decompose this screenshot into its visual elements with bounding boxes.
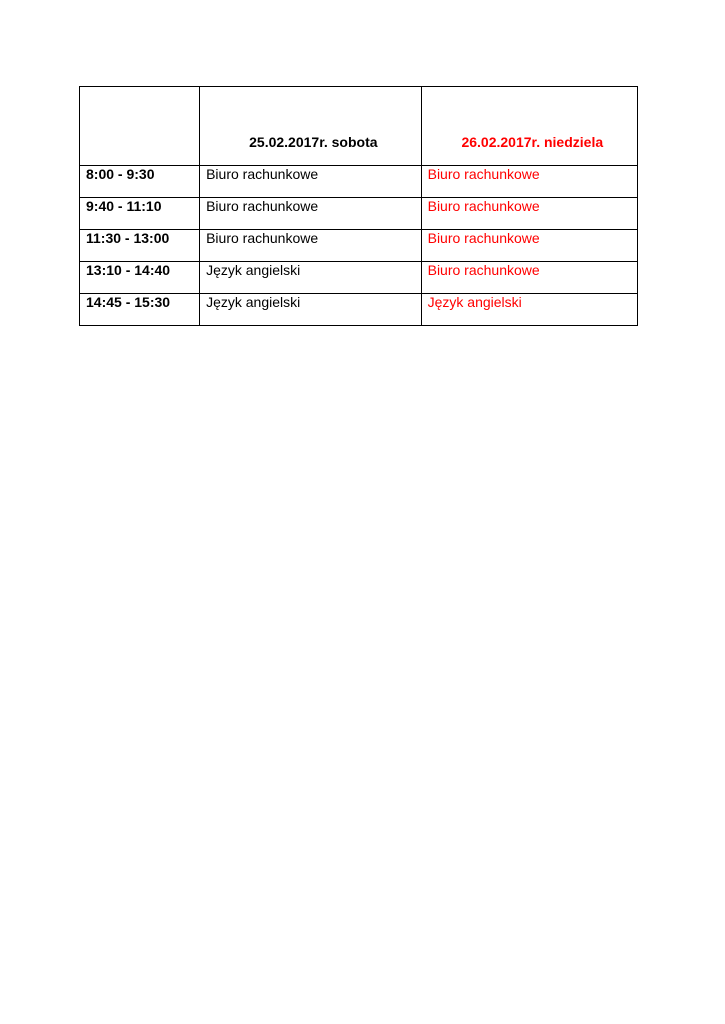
header-sunday: 26.02.2017r. niedziela: [421, 87, 637, 166]
time-slot: 8:00 - 9:30: [80, 166, 200, 198]
sunday-class: Biuro rachunkowe: [421, 230, 637, 262]
table-row: [80, 294, 638, 326]
header-saturday: 25.02.2017r. sobota: [200, 87, 422, 166]
sunday-class: Biuro rachunkowe: [421, 262, 637, 294]
header-row: [80, 87, 638, 166]
schedule-table: [79, 86, 638, 326]
time-slot: 14:45 - 15:30: [80, 294, 200, 326]
table-row: [80, 262, 638, 294]
saturday-class: Biuro rachunkowe: [200, 230, 422, 262]
saturday-class: Język angielski: [200, 262, 422, 294]
saturday-class: Biuro rachunkowe: [200, 198, 422, 230]
table-row: [80, 198, 638, 230]
table-row: [80, 166, 638, 198]
time-slot: 13:10 - 14:40: [80, 262, 200, 294]
sunday-class: Biuro rachunkowe: [421, 198, 637, 230]
sunday-class: Język angielski: [421, 294, 637, 326]
sunday-class: Biuro rachunkowe: [421, 166, 637, 198]
saturday-class: Biuro rachunkowe: [200, 166, 422, 198]
time-slot: 9:40 - 11:10: [80, 198, 200, 230]
table-row: [80, 230, 638, 262]
saturday-class: Język angielski: [200, 294, 422, 326]
corner-cell: [80, 87, 200, 166]
time-slot: 11:30 - 13:00: [80, 230, 200, 262]
